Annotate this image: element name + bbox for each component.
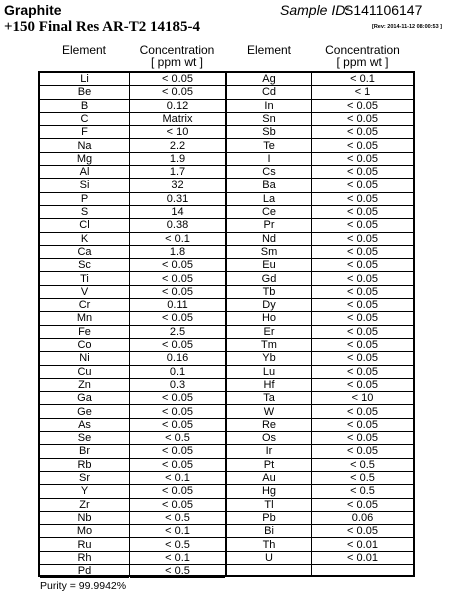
right-concentration-cell: < 0.05 — [312, 432, 413, 445]
right-concentration-cell: < 0.05 — [312, 419, 413, 432]
right-element-cell: Yb — [227, 352, 311, 365]
left-element-cell: Ni — [40, 352, 129, 365]
left-element-cell: Y — [40, 485, 129, 498]
left-element-cell: V — [40, 286, 129, 299]
right-concentration-cell: < 0.05 — [312, 166, 413, 179]
sample-id-value: S141106147 — [344, 2, 423, 18]
left-concentration-cell: < 0.05 — [130, 406, 225, 419]
left-concentration-cell: < 0.1 — [130, 552, 225, 565]
left-concentration-cell: 32 — [130, 179, 225, 192]
left-element-cell: Zn — [40, 379, 129, 392]
left-element-cell: Li — [40, 73, 129, 86]
right-concentration-cell: 0.06 — [312, 512, 413, 525]
left-element-cell: K — [40, 233, 129, 246]
left-concentration-cell: 0.38 — [130, 219, 225, 232]
results-table — [38, 71, 415, 577]
left-element-cell: Sr — [40, 472, 129, 485]
left-element-cell: Cr — [40, 299, 129, 312]
left-concentration-cell: < 0.05 — [130, 312, 225, 325]
left-concentration-cell: < 0.5 — [130, 565, 225, 578]
left-element-cell: Fe — [40, 326, 129, 339]
right-concentration-cell: < 0.05 — [312, 379, 413, 392]
right-concentration-cell: < 0.05 — [312, 206, 413, 219]
column-header-concentration-left — [129, 44, 225, 68]
right-element-cell: Hf — [227, 379, 311, 392]
right-element-cell: Hg — [227, 485, 311, 498]
right-concentration-cell: < 0.05 — [312, 140, 413, 153]
left-concentration-cell: 2.2 — [130, 140, 225, 153]
right-concentration-cell: < 0.5 — [312, 459, 413, 472]
right-concentration-cell: < 0.05 — [312, 299, 413, 312]
column-header-text: Element — [61, 43, 107, 57]
left-concentration-cell: 0.3 — [130, 379, 225, 392]
right-element-cell: Sn — [227, 113, 311, 126]
left-concentration-cell: < 0.05 — [130, 259, 225, 272]
left-element-cell: Cl — [40, 219, 129, 232]
right-concentration-cell: < 0.05 — [312, 153, 413, 166]
right-element-cell: Er — [227, 326, 311, 339]
right-element-cell: Ce — [227, 206, 311, 219]
purity-result: Purity = 99.9942% — [40, 580, 127, 592]
left-concentration-cell: 0.1 — [130, 366, 225, 379]
left-concentration-cell: 1.8 — [130, 246, 225, 259]
left-element-cell: Ge — [40, 406, 129, 419]
column-header-unit: [ ppm wt ] — [150, 55, 203, 69]
right-concentration-cell: < 0.5 — [312, 472, 413, 485]
left-element-cell: Nb — [40, 512, 129, 525]
right-concentration-cell: < 0.05 — [312, 273, 413, 286]
right-element-cell: Sb — [227, 126, 311, 139]
right-element-cell: Nd — [227, 233, 311, 246]
document-title: Graphite — [4, 2, 62, 18]
left-element-cell: Ti — [40, 273, 129, 286]
right-concentration-cell: < 0.05 — [312, 246, 413, 259]
right-element-cell: Re — [227, 419, 311, 432]
right-concentration-cell: < 0.05 — [312, 326, 413, 339]
left-concentration-cell: Matrix — [130, 113, 225, 126]
left-element-cell: S — [40, 206, 129, 219]
right-concentration-cell: < 0.01 — [312, 539, 413, 552]
left-element-cell: Mn — [40, 312, 129, 325]
left-concentration-cell: 2.5 — [130, 326, 225, 339]
right-element-cell: Gd — [227, 273, 311, 286]
left-concentration-cell: < 0.05 — [130, 392, 225, 405]
right-element-cell: Pt — [227, 459, 311, 472]
left-element-cell: Si — [40, 179, 129, 192]
left-element-cell: As — [40, 419, 129, 432]
right-concentration-cell: < 0.05 — [312, 113, 413, 126]
right-element-cell: Tm — [227, 339, 311, 352]
right-concentration-cell: < 0.05 — [312, 179, 413, 192]
left-concentration-cell: < 0.05 — [130, 419, 225, 432]
right-concentration-cell: < 0.05 — [312, 352, 413, 365]
right-concentration-cell: < 0.05 — [312, 286, 413, 299]
right-element-cell: Tl — [227, 499, 311, 512]
revision-stamp: [Rev: 2014-11-12 08:00:53 ] — [371, 24, 442, 30]
right-element-cell: Pb — [227, 512, 311, 525]
right-element-cell: Pr — [227, 219, 311, 232]
column-header-text: Element — [246, 43, 292, 57]
right-element-cell: Os — [227, 432, 311, 445]
left-element-cell: Cu — [40, 366, 129, 379]
right-concentration-cell: < 1 — [312, 86, 413, 99]
left-concentration-cell: < 0.05 — [130, 339, 225, 352]
left-concentration-cell: < 0.05 — [130, 485, 225, 498]
left-element-cell: Mo — [40, 525, 129, 538]
document-subtitle: +150 Final Res AR-T2 14185-4 — [4, 19, 201, 35]
column-header-unit: [ ppm wt ] — [336, 55, 389, 69]
right-concentration-cell: < 0.05 — [312, 339, 413, 352]
left-concentration-cell: 0.16 — [130, 352, 225, 365]
left-concentration-cell: < 0.5 — [130, 512, 225, 525]
left-element-cell: Na — [40, 140, 129, 153]
left-element-cell: Zr — [40, 499, 129, 512]
right-element-cell: Dy — [227, 299, 311, 312]
left-concentration-cell: < 0.1 — [130, 233, 225, 246]
right-concentration-cell: < 0.05 — [312, 366, 413, 379]
left-element-cell: Rb — [40, 459, 129, 472]
right-concentration-cell: < 10 — [312, 392, 413, 405]
left-element-cell: Al — [40, 166, 129, 179]
right-concentration-cell: < 0.05 — [312, 406, 413, 419]
left-element-cell: Mg — [40, 153, 129, 166]
left-concentration-cell: 0.11 — [130, 299, 225, 312]
left-element-cell: B — [40, 100, 129, 113]
column-header-concentration-right — [312, 44, 413, 68]
left-element-cell: Pd — [40, 565, 129, 578]
column-header-text: Concentration — [139, 43, 215, 57]
right-concentration-cell: < 0.1 — [312, 73, 413, 86]
left-element-cell: C — [40, 113, 129, 126]
right-element-cell: U — [227, 552, 311, 565]
left-concentration-cell: 14 — [130, 206, 225, 219]
left-concentration-cell: 0.31 — [130, 193, 225, 206]
right-concentration-cell: < 0.01 — [312, 552, 413, 565]
right-element-cell: Ho — [227, 312, 311, 325]
right-element-cell: Te — [227, 140, 311, 153]
right-element-cell: Th — [227, 539, 311, 552]
right-concentration-cell: < 0.05 — [312, 259, 413, 272]
left-element-cell: Se — [40, 432, 129, 445]
left-concentration-cell: < 0.05 — [130, 273, 225, 286]
left-concentration-cell: < 0.05 — [130, 86, 225, 99]
right-concentration-cell: < 0.05 — [312, 525, 413, 538]
left-element-cell: F — [40, 126, 129, 139]
left-concentration-cell: < 0.5 — [130, 432, 225, 445]
left-concentration-cell: < 0.05 — [130, 286, 225, 299]
right-element-cell: Eu — [227, 259, 311, 272]
left-concentration-cell: 1.9 — [130, 153, 225, 166]
left-element-cell: Co — [40, 339, 129, 352]
right-element-cell: Ta — [227, 392, 311, 405]
left-element-cell: Ca — [40, 246, 129, 259]
left-element-cell: Ru — [40, 539, 129, 552]
left-concentration-cell: < 10 — [130, 126, 225, 139]
right-element-cell: Au — [227, 472, 311, 485]
right-concentration-cell: < 0.05 — [312, 312, 413, 325]
header-row-1 — [4, 2, 446, 18]
right-concentration-cell: < 0.05 — [312, 499, 413, 512]
right-concentration-cell: < 0.05 — [312, 233, 413, 246]
right-concentration-cell: < 0.05 — [312, 219, 413, 232]
left-element-cell: Br — [40, 445, 129, 458]
left-element-cell: Rh — [40, 552, 129, 565]
left-concentration-cell: < 0.05 — [130, 73, 225, 86]
right-element-cell: Bi — [227, 525, 311, 538]
left-element-cell: Be — [40, 86, 129, 99]
left-element-cell: Ga — [40, 392, 129, 405]
right-element-cell: W — [227, 406, 311, 419]
column-header-element-right — [226, 44, 312, 56]
left-concentration-cell: 1.7 — [130, 166, 225, 179]
column-header-text: Concentration — [325, 43, 400, 57]
right-element-cell: Ba — [227, 179, 311, 192]
right-concentration-cell: < 0.05 — [312, 126, 413, 139]
right-element-cell: Cd — [227, 86, 311, 99]
right-element-cell: In — [227, 100, 311, 113]
right-element-cell: Lu — [227, 366, 311, 379]
right-element-cell: La — [227, 193, 311, 206]
header-row-2 — [4, 19, 446, 37]
right-concentration-cell: < 0.5 — [312, 485, 413, 498]
left-concentration-cell: < 0.1 — [130, 525, 225, 538]
left-element-cell: Sc — [40, 259, 129, 272]
left-concentration-cell: < 0.05 — [130, 445, 225, 458]
left-concentration-cell: < 0.5 — [130, 539, 225, 552]
right-concentration-cell: < 0.05 — [312, 445, 413, 458]
left-concentration-cell: 0.12 — [130, 100, 225, 113]
right-element-cell: Tb — [227, 286, 311, 299]
right-element-cell: Sm — [227, 246, 311, 259]
left-concentration-cell: < 0.05 — [130, 499, 225, 512]
sample-id-label: Sample ID: — [280, 2, 350, 18]
left-concentration-cell: < 0.1 — [130, 472, 225, 485]
right-element-cell: Cs — [227, 166, 311, 179]
left-concentration-cell: < 0.05 — [130, 459, 225, 472]
right-element-cell: I — [227, 153, 311, 166]
right-concentration-cell: < 0.05 — [312, 100, 413, 113]
right-element-cell: Ir — [227, 445, 311, 458]
right-element-cell: Ag — [227, 73, 311, 86]
left-element-cell: P — [40, 193, 129, 206]
column-header-element-left — [39, 44, 129, 56]
right-concentration-cell: < 0.05 — [312, 193, 413, 206]
